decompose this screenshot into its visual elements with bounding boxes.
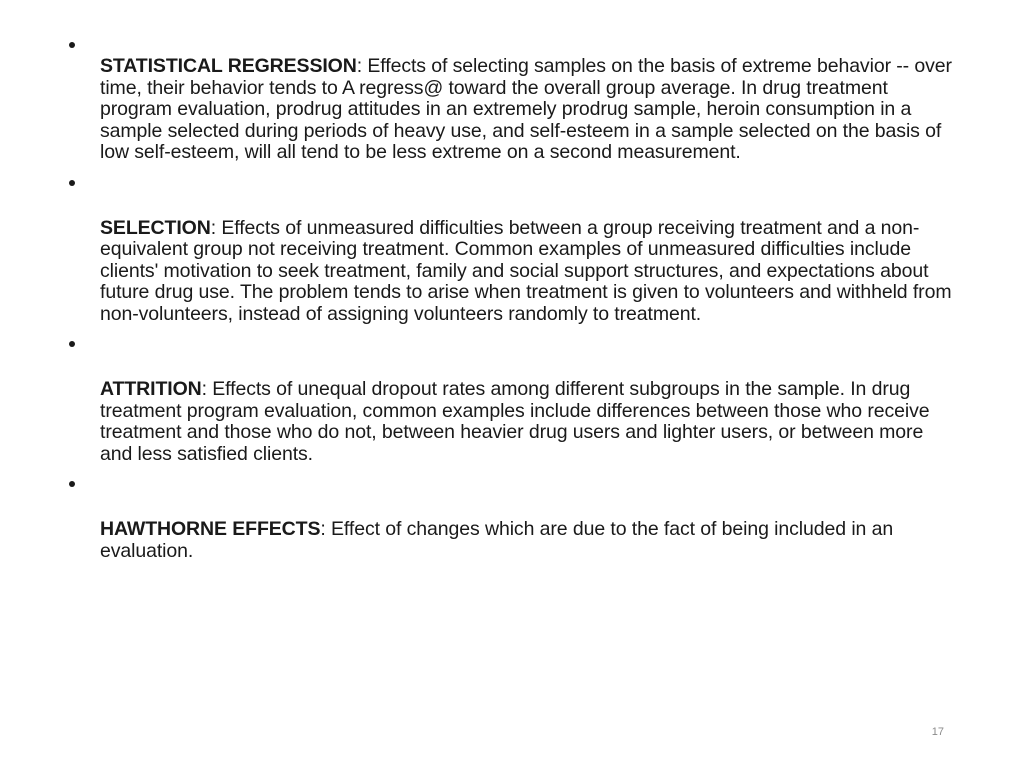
- list-item: [66, 477, 956, 562]
- bullet-dot-icon: [69, 42, 75, 48]
- bullet-dot-icon: [69, 481, 75, 487]
- item-text: [100, 379, 956, 465]
- item-text: [100, 519, 956, 562]
- list-item: [66, 38, 956, 164]
- item-description: : Effects of selecting samples on the basis of extreme behavior -- over time, their behavior tends to A regress@ toward the overall group average. In drug treatment program evaluation, prodrug attitudes in an extremely prodrug sample, heroin consumption in a sample selected during periods of heavy use, and self-esteem in a sample selected on the basis of low self-esteem, will all tend to be less extreme on a second measurement.: [100, 55, 952, 163]
- item-description: : Effects of unmeasured difficulties between a group receiving treatment and a non-equivalent group not receiving treatment. Common examples of unmeasured difficulties include clients' motivation to seek treatment, family and social support structures, and expectations about future drug use. The problem tends to arise when treatment is given to volunteers and withheld from non-volunteers, instead of assigning volunteers randomly to treatment.: [100, 216, 952, 325]
- bullet-list: [66, 38, 956, 562]
- bullet-dot-icon: [69, 341, 75, 347]
- item-text: [100, 218, 956, 326]
- item-description: : Effect of changes which are due to the fact of being included in an evaluation.: [100, 518, 894, 562]
- page-number: 17: [931, 726, 944, 738]
- item-term: ATTRITION: [100, 378, 202, 400]
- item-term: HAWTHORNE EFFECTS: [100, 518, 321, 540]
- list-item: [66, 337, 956, 465]
- item-term: SELECTION: [100, 216, 211, 239]
- item-description: : Effects of unequal dropout rates among different subgroups in the sample. In drug treatment program evaluation, common examples include differences between those who receive treatment and those who do not, between heavier drug users and lighter users, or between more and less satisfied clients.: [100, 378, 930, 465]
- item-text: [100, 56, 956, 164]
- item-term: STATISTICAL REGRESSION: [100, 55, 357, 77]
- list-item: [66, 176, 956, 326]
- bullet-dot-icon: [69, 180, 75, 186]
